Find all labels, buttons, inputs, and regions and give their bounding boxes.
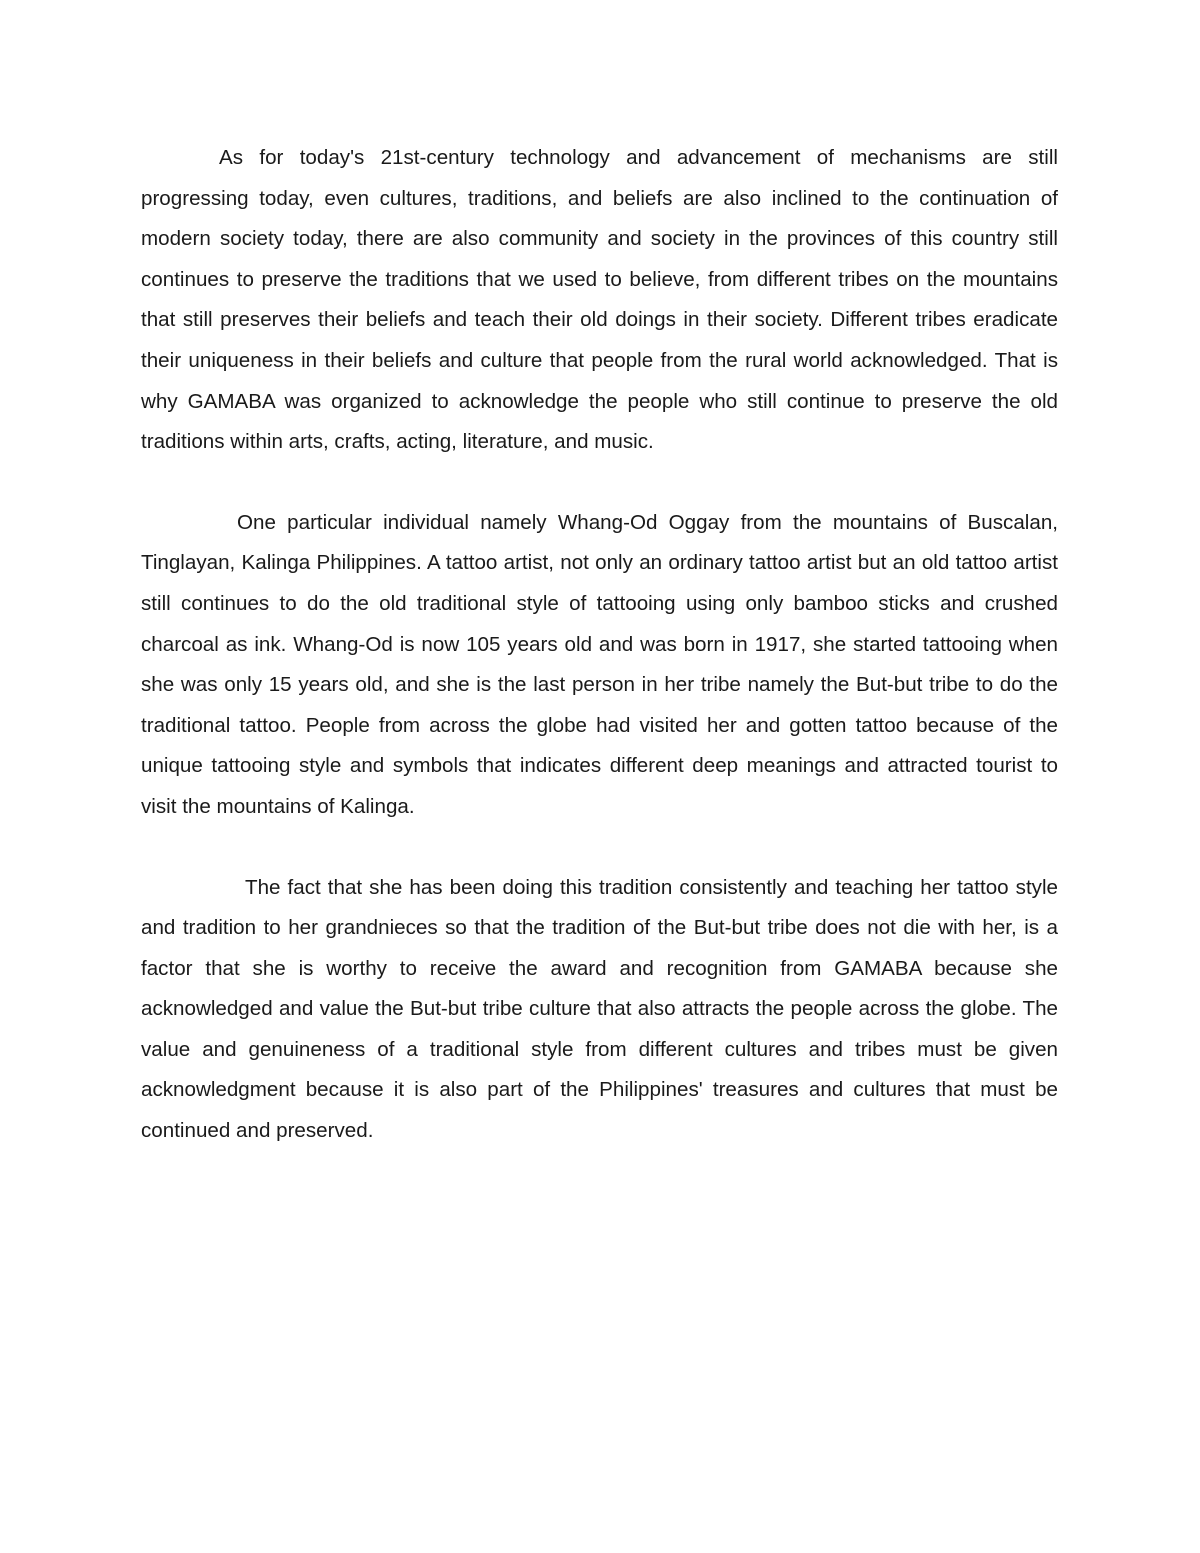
paragraph-3: The fact that she has been doing this tradition consistently and teaching her tattoo style and tradition to her grandnieces so that the tradition of the But-but tribe does not die with her, is a factor that she is worthy to receive the award and recognition from GAMABA because she acknowledged and value the But-but tribe culture that also attracts the people across the globe. The value and genuineness of a traditional style from different cultures and tribes must be given acknowledgment because it is also part of the Philippines' treasures and cultures that must be continued and preserved. bbox=[141, 875, 1058, 1143]
document-body bbox=[141, 138, 1058, 1152]
paragraph-1: As for today's 21st-century technology and advancement of mechanisms are still progressing today, even cultures, traditions, and beliefs are also inclined to the continuation of modern society today, there are also community and society in the provinces of this country still continues to preserve the traditions that we used to believe, from different tribes on the mountains that still preserves their beliefs and teach their old doings in their society. Different tribes eradicate their uniqueness in their beliefs and culture that people from the rural world acknowledged. That is why GAMABA was organized to acknowledge the people who still continue to preserve the old traditions within arts, crafts, acting, literature, and music. bbox=[141, 146, 1058, 454]
paragraph-2: One particular individual namely Whang-Od Oggay from the mountains of Buscalan, Tinglayan, Kalinga Philippines. A tattoo artist, not only an ordinary tattoo artist but an old tattoo artist still continues to do the old traditional style of tattooing using only bamboo sticks and crushed charcoal as ink. Whang-Od is now 105 years old and was born in 1917, she started tattooing when she was only 15 years old, and she is the last person in her tribe namely the But-but tribe to do the traditional tattoo. People from across the globe had visited her and gotten tattoo because of the unique tattooing style and symbols that indicates different deep meanings and attracted tourist to visit the mountains of Kalinga. bbox=[141, 510, 1058, 818]
